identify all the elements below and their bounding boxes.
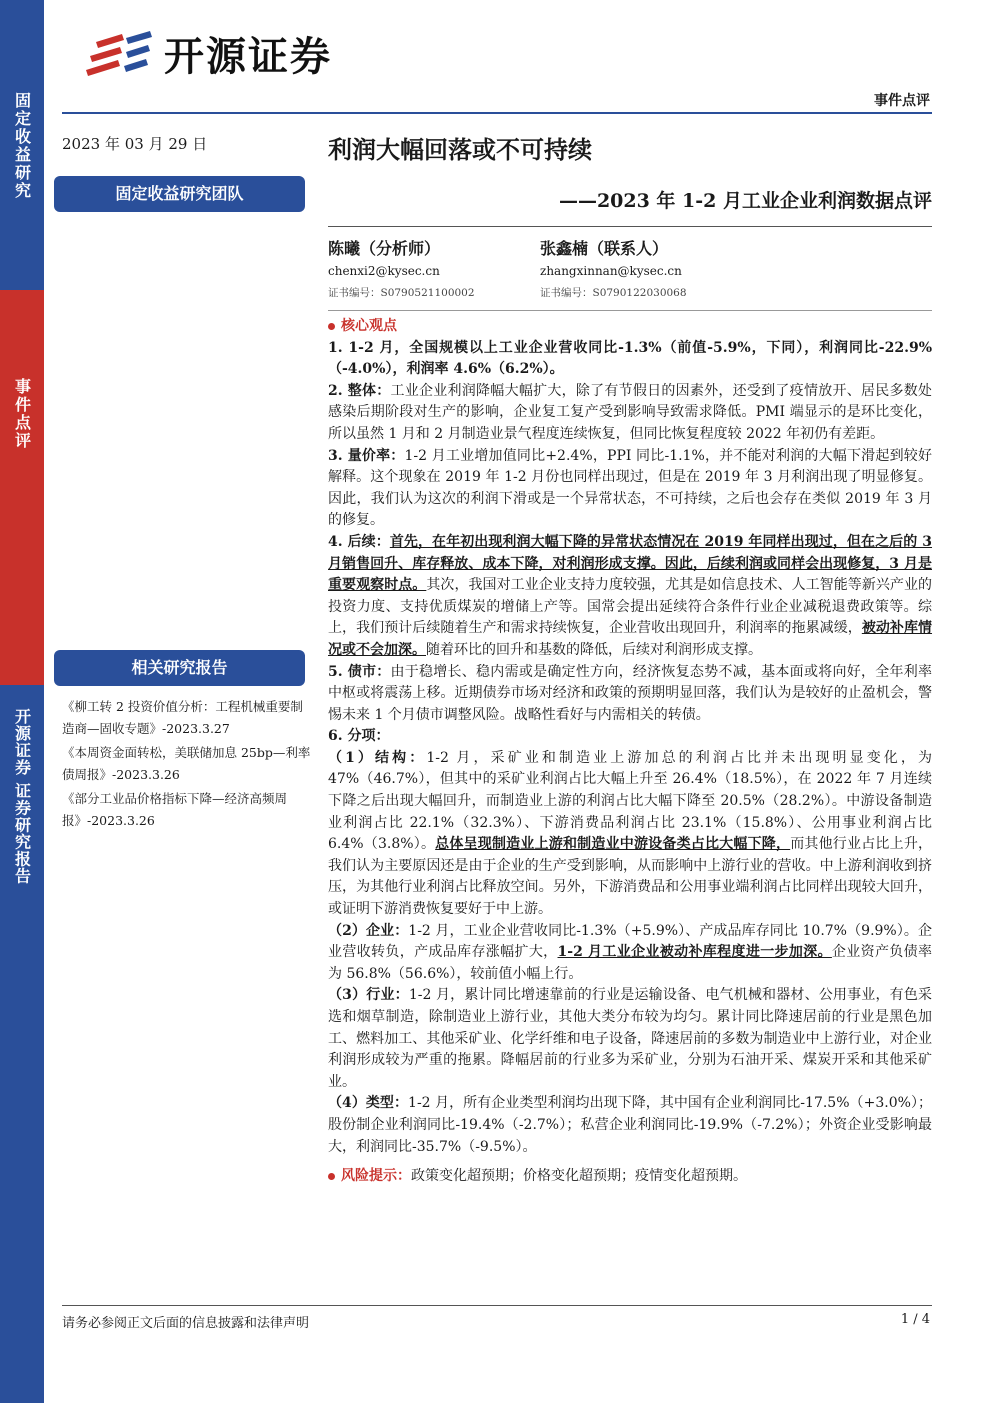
bullet-icon: [328, 1173, 335, 1180]
analyst-card: [328, 238, 475, 304]
page-subtitle: ——2023 年 1-2 月工业企业利润数据点评: [558, 190, 932, 212]
analyst-email[interactable]: chenxi2@kysec.cn: [328, 264, 440, 278]
brand-logo: [86, 28, 386, 88]
sidebar-highlight: [0, 290, 44, 685]
analyst-name: 陈曦（分析师）: [328, 239, 441, 258]
point-6-type: （4）类型：1-2 月，所有企业类型利润均出现下降，其中国有企业利润同比-17.5%（+3.0%）；股份制企业利润同比-19.4%（-2.7%）；私营企业利润同比-19.9%（-7.2%）；外资企业受影响最大，利润同比-35.7%（-9.5%）。: [328, 1095, 932, 1155]
footer-divider: [62, 1305, 932, 1306]
contact-name: 张鑫楠（联系人）: [540, 239, 669, 258]
point-1: 1. 1-2 月，全国规模以上工业企业营收同比-1.3%（前值-5.9%，下同），利润同比-22.9%（-4.0%），利润率 4.6%（6.2%）。: [328, 339, 932, 378]
page-title: 利润大幅回落或不可持续: [328, 135, 592, 164]
analyst-cert: 证书编号：S0790521100002: [328, 287, 475, 299]
related-reports-list: [62, 696, 312, 834]
point-2: 2. 整体：工业企业利润降幅大幅扩大，除了有节假日的因素外，还受到了疫情放开、居民多数处感染后期阶段对生产的影响，企业复工复产受到影响导致需求降低。PMI 端显示的是环比变化，所以虽然 1 月和 2 月制造业景气程度连续恢复，但同比恢复程度较 2022 年初仍有差距。: [328, 382, 932, 442]
point-6-structure: （1）结构：1-2 月，采矿业和制造业上游加总的利润占比并未出现明显变化，为 47%（46.7%），但其中的采矿业利润占比大幅上升至 26.4%（18.5%），在 2022 年 7 月连续下降之后出现大幅回升，而制造业上游的利润占比大幅下降至 20.5%（28.2%）。中游设备制造业利润占比 22.1%（32.3%）、下游消费品利润占比 23.1%（15.8%）、公用事业利润占比 6.4%（3.8%）。总体呈现制造业上游和制造业中游设备类占比大幅下降，而其他行业占比上升，我们认为主要原因还是由于企业的生产受到影响，从而影响中上游行业的营收。中上游利润收到挤压，为其他行业利润占比释放空间。另外，下游消费品和公用事业端利润占比同样出现较大回升，或证明下游消费恢复要好于中上游。: [328, 749, 933, 918]
header-tag: 事件点评: [874, 93, 930, 109]
sidebar-label-bottom: 开源证券 证券研究报告: [12, 708, 32, 885]
analyst-divider: [328, 310, 932, 311]
contact-card: [540, 238, 687, 304]
point-6: 6. 分项：: [328, 728, 390, 745]
point-5: 5. 债市：由于稳增长、稳内需或是确定性方向，经济恢复态势不减，基本面或将向好，全年利率中枢或将震荡上移。近期债券市场对经济和政策的预期明显回落，我们认为是较好的止盈机会，警惕未来 1 个月债市调整风险。战略性看好与内需相关的转债。: [328, 663, 932, 723]
team-label: 固定收益研究团队: [54, 176, 305, 212]
point-6-industry: （3）行业：1-2 月，累计同比增速靠前的行业是运输设备、电气机械和器材、公用事业，有色采选和烟草制造，除制造业上游行业，其他大类分布较为均匀。累计同比降速居前的行业是黑色加工、燃料加工、其他采矿业、化学纤维和电子设备，降速居前的多数为制造业中上游行业，对企业利润形成较为严重的拖累。降幅居前的行业多为采矿业，分别为石油开采、煤炭开采和其他采矿业。: [328, 987, 932, 1090]
sidebar: [0, 0, 44, 1403]
page-number: 1 / 4: [900, 1312, 930, 1327]
title-divider: [328, 226, 932, 227]
logo-mark-icon: [86, 28, 160, 86]
report-date: 2023 年 03 月 29 日: [62, 135, 208, 153]
brand-name: 开源证券: [164, 34, 332, 80]
report-body: [328, 316, 932, 1188]
footer-disclaimer: 请务必参阅正文后面的信息披露和法律声明: [62, 1316, 310, 1331]
sidebar-label-middle: 事件点评: [12, 378, 32, 450]
bullet-icon: [328, 323, 335, 330]
point-3: 3. 量价率：1-2 月工业增加值同比+2.4%，PPI 同比-1.1%，并不能对利润的大幅下滑起到较好解释。这个现象在 2019 年 1-2 月份也同样出现过，但是在 2019 年 3 月利润出现了明显修复。因此，我们认为这次的利润下滑或是一个异常状态，不可持续，之后也会存在类似 2019 年 3 月的修复。: [328, 447, 932, 529]
contact-cert: 证书编号：S0790122030068: [540, 287, 687, 299]
point-4: 4. 后续：首先，在年初出现利润大幅下降的异常状态情况在 2019 年同样出现过，但在之后的 3 月销售回升、库存释放、成本下降，对利润形成支撑。因此，后续利润或同样会出现修复，3 月是重要观察时点。其次，我国对工业企业支持力度较强，尤其是如信息技术、人工智能等新兴产业的投资力度、支持优质煤炭的增储上产等。国常会提出延续符合条件行业企业减税退费政策等。综上，我们预计后续随着生产和需求持续恢复，企业营收出现回升，利润率的拖累减缓，被动补库情况或不会加深。随着环比的回升和基数的降低，后续对利润形成支撑。: [328, 533, 933, 658]
header-divider: [62, 112, 932, 114]
contact-email[interactable]: zhangxinnan@kysec.cn: [540, 264, 682, 278]
risk-note: 风险提示：政策变化超预期；价格变化超预期；疫情变化超预期。: [328, 1166, 932, 1188]
point-6-enterprise: （2）企业：1-2 月，工业企业营收同比-1.3%（+5.9%）、产成品库存同比 10.7%（9.9%）。企业营收转负，产成品库存涨幅扩大，1-2 月工业企业被动补库程度进一步加深。企业资产负债率为 56.8%（56.6%），较前值小幅上行。: [328, 922, 932, 982]
related-reports-label: 相关研究报告: [54, 650, 305, 686]
related-report-link[interactable]: 《本周资金面转松，美联储加息 25bp—利率债周报》-2023.3.26: [62, 745, 311, 782]
related-report-link[interactable]: 《柳工转 2 投资价值分析：工程机械重要制造商—固收专题》-2023.3.27: [62, 699, 303, 736]
sidebar-label-top: 固定收益研究: [12, 92, 32, 200]
core-heading: 核心观点: [328, 316, 932, 338]
related-report-link[interactable]: 《部分工业品价格指标下降—经济高频周报》-2023.3.26: [62, 791, 288, 828]
